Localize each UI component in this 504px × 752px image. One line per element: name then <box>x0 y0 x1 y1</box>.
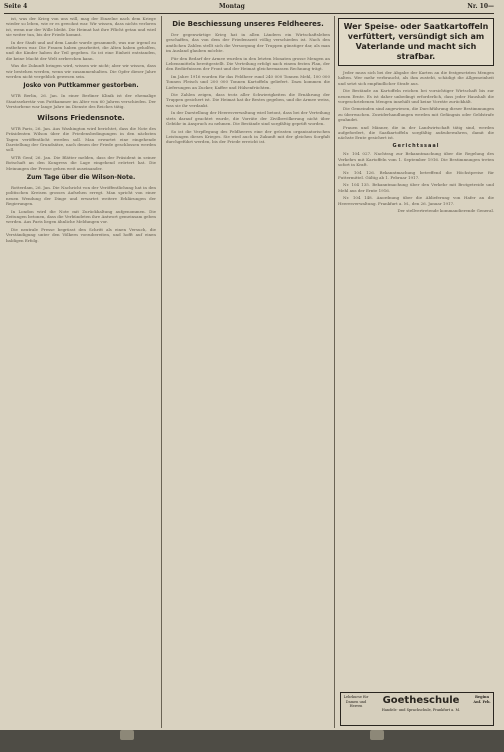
notice-item: Nr. 104 027. Nachtrag zur Bekanntmachung über die Regelung des Verkehrs mit Kartoffeln vom 1. September 1916. Die Bestimmungen treten sofort in Kraft. <box>338 151 494 168</box>
closing-line: Der stellvertretende kommandierende General. <box>397 207 494 213</box>
advertisement <box>340 692 494 726</box>
section-label: Gerichtssaal <box>392 142 440 149</box>
article-paragraph: ist, was der Krieg von uns will, mag der Einzelne nach dem Kriege wieder so leben, wie er es gewohnt war. Wir wissen, dass nichts verloren ist, wenn nur der Wille bleibt. Die Heimat hat ihre Pflicht getan und wird sie weiter tun, bis der Friede kommt. <box>6 16 156 38</box>
article-paragraph: In der Darstellung der Heeresverwaltung wird betont, dass bei der Verteilung stets darauf geachtet wurde, die Vorräte der Zivilbevölkerung nicht über Gebühr in Anspruch zu nehmen. Die Bestände sind sorgfältig geprüft worden. <box>166 110 330 127</box>
ad-right-text: Beginn Anf. Feb. <box>473 695 491 704</box>
day-label: Montag <box>219 3 245 10</box>
article-paragraph: So ist die Verpflegung des Feldheeres eine der grössten organisatorischen Leistungen dieses Krieges. Sie wird auch in Zukunft mit der gleichen Sorgfalt durchgeführt werden, bis der Friede erreicht ist. <box>166 128 330 145</box>
article-paragraph: WTB Berlin, 26. Jan. In einer Berliner Klinik ist der ehemalige Staatssekretär von Puttkammer im Alter von 60 Jahren verschieden. Der Verstorbene war lange Jahre im Dienste des Reiches tätig. <box>6 93 156 110</box>
article-paragraph: Für den Bedarf der Armee wurden in den letzten Monaten grosse Mengen an Lebensmitteln bereitgestellt. Die Verteilung erfolgt nach einem festen Plan, der den Bedürfnissen der Front und der Heimat gleichermassen Rechnung trägt. <box>166 55 330 72</box>
notice-title: Wer Speise- oder Saatkartoffeln verfüttert, versündigt sich am Vaterlande und macht sich strafbar. <box>343 22 489 61</box>
notice-box <box>338 18 494 66</box>
scan-background-strip <box>0 730 504 752</box>
issue-number: Nr. 10— <box>467 3 494 10</box>
article-paragraph: Jeder muss sich bei der Abgabe der Karten an die festgesetzten Mengen halten. Wer mehr verbraucht, als ihm zusteht, schädigt die Allgemeinheit und setzt sich empfindlicher Strafe aus. <box>338 70 494 86</box>
header-rule <box>4 13 494 14</box>
notice-item: Nr. 104 126. Bekanntmachung betreffend die Höchstpreise für Futtermittel. Gültig ab 1. Februar 1917. <box>338 169 494 180</box>
column-right <box>338 16 494 728</box>
column-middle <box>166 16 330 728</box>
article-paragraph: Die Zahlen zeigen, dass trotz aller Schwierigkeiten die Ernährung der Truppen gesichert ist. Die Heimat hat ihr Bestes gegeben, und die Armee weiss, was sie ihr verdankt. <box>166 92 330 108</box>
article-paragraph: WTB Genf, 26. Jan. Die Blätter melden, dass der Präsident in seiner Botschaft an den Kongress die Lage eingehend erörtert hat. Die Meinungen der Presse gehen weit auseinander. <box>6 154 156 171</box>
article-heading: Josko von Puttkammer gestorben. <box>23 82 139 90</box>
column-left <box>6 16 156 728</box>
notice-item: Nr. 104 135. Bekanntmachung über den Verkehr mit Brotgetreide und Mehl aus der Ernte 1916. <box>338 182 494 193</box>
article-paragraph: Rotterdam, 26. Jan. Die Nachricht von der Veröffentlichung hat in den politischen Kreisen grosses Aufsehen erregt. Man spricht von einer neuen Wendung der Dinge und erwartet weitere Erklärungen der Regierungen. <box>6 184 156 207</box>
article-heading: Zum Tage über die Wilson-Note. <box>26 173 136 181</box>
article-heading: Die Beschiessung unseres Feldheeres. <box>172 20 324 28</box>
ad-name: Goetheschule <box>382 695 460 706</box>
article-paragraph: In der Stadt und auf dem Lande wurde gesammelt, was nur irgend zu entbehren war. Die Frauen haben gearbeitet, die Alten haben geholfen, und die Kinder haben ihr Teil gegeben. So ist eine Einheit entstanden, die keine Macht der Welt zerbrechen kann. <box>6 39 156 61</box>
column-rule <box>334 16 335 728</box>
column-rule <box>161 16 162 728</box>
article-paragraph: Im Jahre 1916 wurden für das Feldheer rund 240 000 Tonnen Mehl, 100 000 Tonnen Fleisch und 200 000 Tonnen Kartoffeln geliefert. Dazu kommen die Lieferungen an Zucker, Kaffee und Hülsenfrüchten. <box>166 73 330 90</box>
binder-clip <box>120 730 134 740</box>
article-paragraph: In London wird die Note mit Zurückhaltung aufgenommen. Die Zeitungen betonen, dass die Verbündeten ihre Antwort gemeinsam geben werden. Aus Paris liegen ähnliche Meldungen vor. <box>6 208 156 225</box>
article-paragraph: Der gegenwärtige Krieg hat in allen Ländern ein Wirtschaftsleben geschaffen, das von dem der Friedenszeit völlig verschieden ist. Nach den amtlichen Zahlen stellt sich die Versorgung der Truppen günstiger dar, als man im Ausland glauben möchte. <box>166 32 330 54</box>
article-paragraph: Die Gemeinden sind angewiesen, die Durchführung dieser Bestimmungen zu überwachen. Zuwiderhandlungen werden mit Gefängnis oder Geldstrafe geahndet. <box>338 106 494 123</box>
ad-side-text: Lehrkurse für Damen und Herren <box>343 695 369 708</box>
article-paragraph: Was die Zukunft bringen wird, wissen wir nicht; aber wir wissen, dass wir bestehen werden, wenn wir zusammenhalten. Die Opfer dieser Jahre werden nicht vergeblich gewesen sein. <box>6 63 156 80</box>
notice-item: Nr. 104 148. Anordnung über die Ablieferung von Hafer an die Heeresverwaltung. Frankfurt a. M., den 26. Januar 1917. <box>338 195 494 206</box>
article-paragraph: WTB Paris, 26. Jan. Aus Washington wird berichtet, dass die Note des Präsidenten Wilson über die Friedensbedingungen in den nächsten Tagen veröffentlicht werden soll. Man erwartet eine eingehende Darstellung der Grundsätze, nach denen der Friede geschlossen werden soll. <box>6 125 156 153</box>
article-paragraph: Frauen und Männer, die in der Landwirtschaft tätig sind, werden aufgefordert, die Saatkartoffeln sorgfältig aufzubewahren, damit die nächste Ernte gesichert ist. <box>338 124 494 141</box>
article-heading: Wilsons Friedensnote. <box>37 113 125 122</box>
ad-line: Handels- und Sprachschule, Frankfurt a. M. <box>381 708 461 712</box>
article-paragraph: Die Bestände an Kartoffeln reichen bei vorsichtiger Wirtschaft bis zur neuen Ernte. Es ist daher unbedingt erforderlich, dass jeder Haushalt die vorgeschriebenen Mengen innehält und keine Vorräte zurückhält. <box>338 88 494 105</box>
article-paragraph: Die neutrale Presse begrüsst den Schritt als einen Versuch, die Verständigung unter den Völkern vorzubereiten, und hofft auf einen baldigen Erfolg. <box>6 226 156 243</box>
page-number: Seite 4 <box>4 3 28 10</box>
running-head <box>4 3 494 13</box>
binder-clip <box>370 730 384 740</box>
